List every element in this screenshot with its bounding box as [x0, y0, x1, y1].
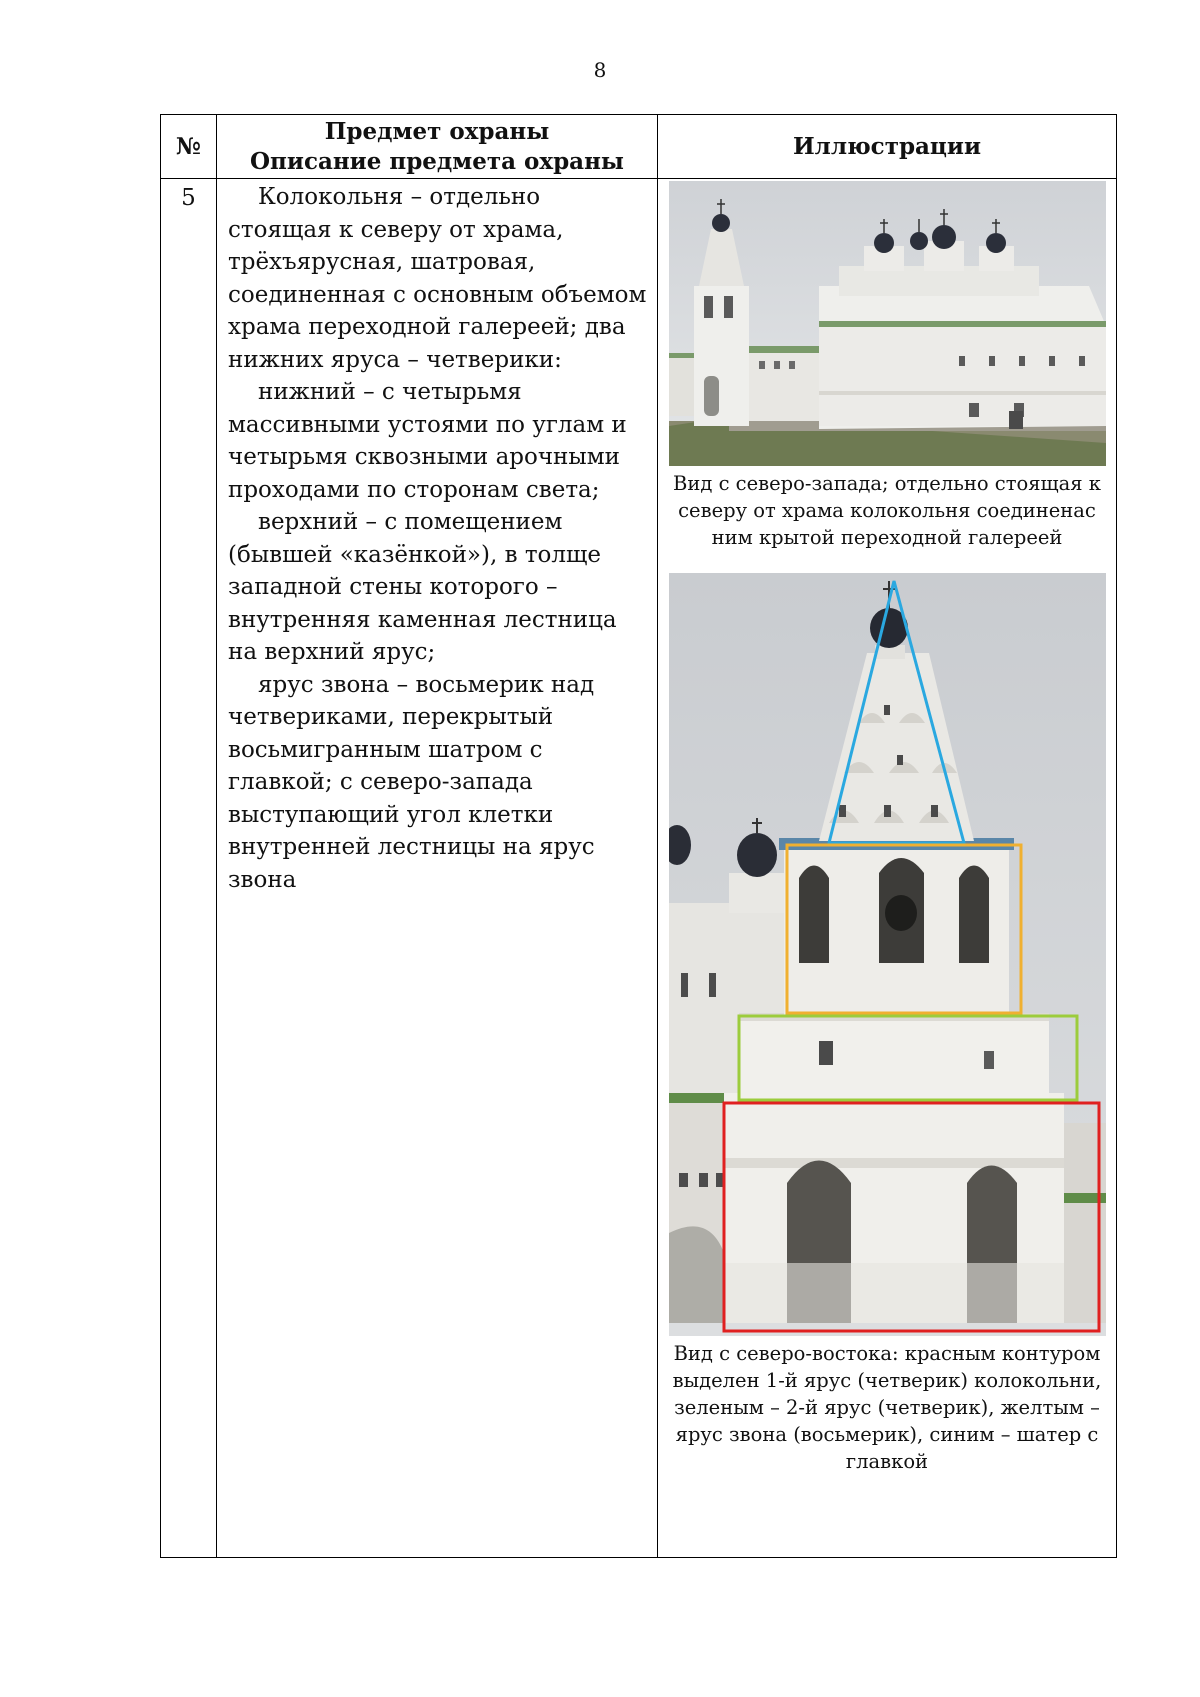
illustration-caption: Вид с северо-востока: красным контуром выделен 1-й ярус (четверик) колокольни, зеленым – 2-й ярус (четверик), желтым – ярус звона (восьмерик), синим – шатер с главкой — [672, 1342, 1102, 1473]
header-subject-line2: Описание предмета охраны — [250, 147, 624, 175]
description-paragraph: нижний – с четырьмя массивными устоями по углам и четырьмя сквозными арочными проходами по сторонам света; — [228, 379, 627, 503]
header-illustrations: Иллюстрации — [658, 115, 1117, 179]
description-paragraph: верхний – с помещением (бывшей «казёнкой»), в толще западной стены которого – внутренняя каменная лестница на верхний ярус; — [228, 509, 617, 665]
row-number: 5 — [161, 179, 217, 1558]
description-paragraph: ярус звона – восьмерик над четвериками, перекрытый восьмигранным шатром с главкой; с северо-запада выступающий угол клетки внутренней лестницы на ярус звона — [228, 671, 595, 893]
heritage-table — [160, 114, 1117, 1558]
description-paragraph: Колокольня – отдельно стоящая к северу от храма, трёхъярусная, шатровая, соединенная с основным объемом храма переходной галереей; два нижних яруса – четверики: — [228, 184, 647, 373]
description-cell — [217, 179, 658, 1558]
header-subject — [217, 115, 658, 179]
church-northwest-photo — [669, 181, 1106, 466]
table-row — [161, 179, 1117, 1558]
table-header-row — [161, 115, 1117, 179]
bell-tower-northeast-photo — [669, 573, 1106, 1336]
header-num: № — [161, 115, 217, 179]
header-subject-line1: Предмет охраны — [324, 117, 550, 145]
illustrations-cell — [658, 179, 1117, 1558]
page-number: 8 — [593, 58, 607, 82]
illustration-caption: Вид с северо-запада; отдельно стоящая к северу от храма колокольня соединенас ним крытой переходной галереей — [673, 472, 1101, 549]
